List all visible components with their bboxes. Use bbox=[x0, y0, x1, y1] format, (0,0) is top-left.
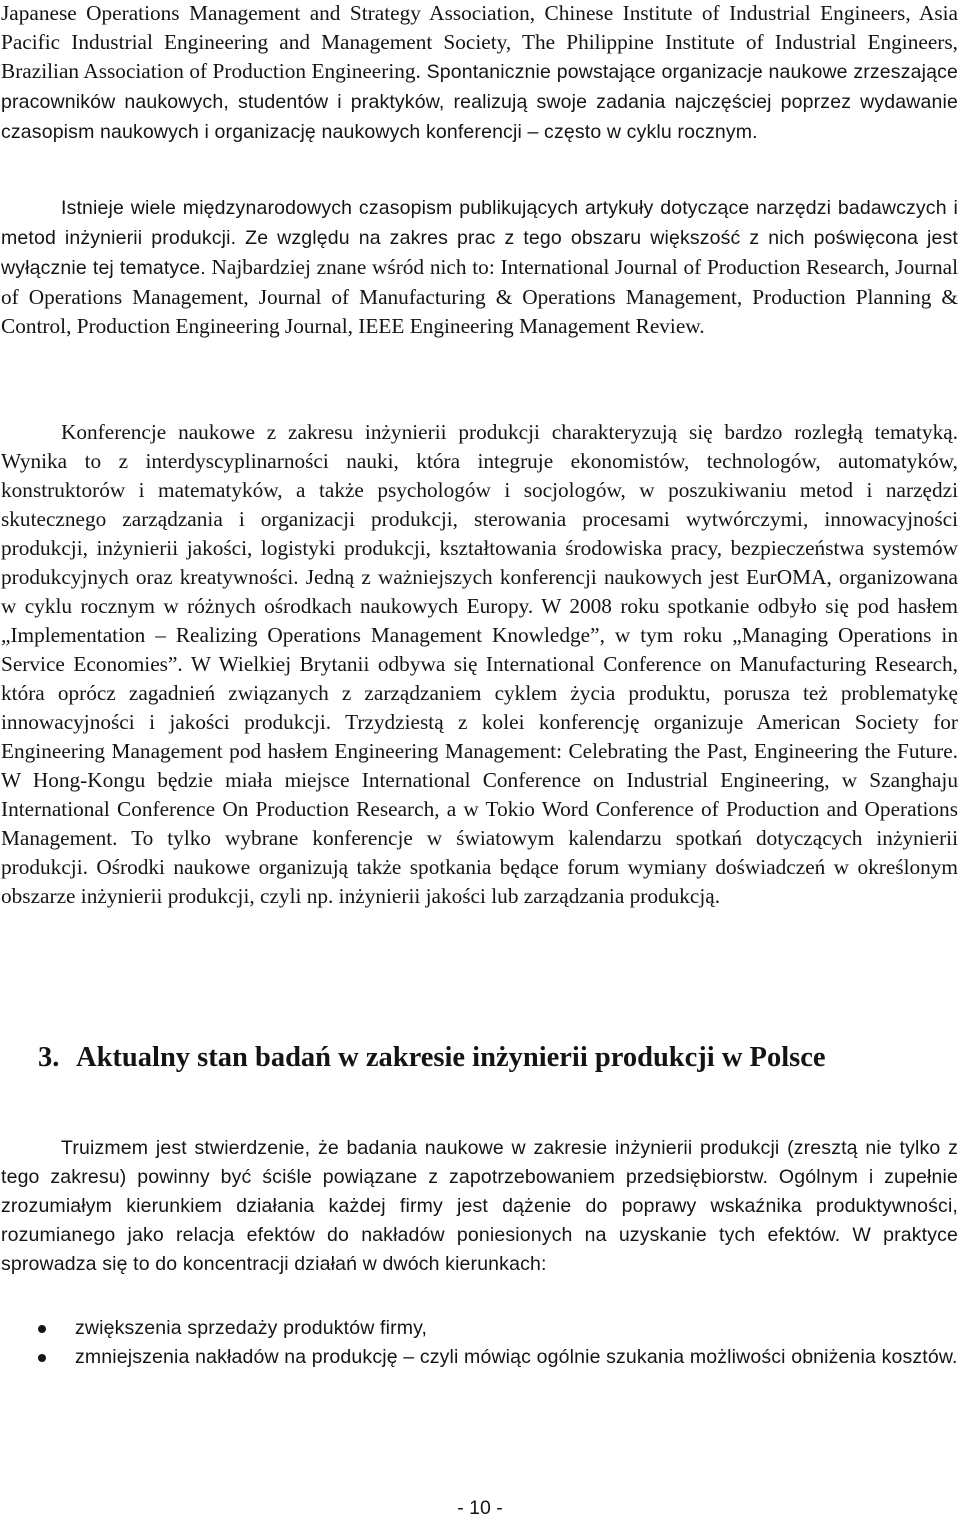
scientific-organizations-text: Spontanicznie powstające organizacje naukowe zrzeszające pracowników naukowych, studentów i praktyków, realizują swoje zadania najczęściej poprzez wydawanie czasopism naukowych i organizację naukowych konferencji – często w cyklu rocznym. bbox=[1, 61, 958, 143]
organizations-list-text: Japanese Operations Management and Strategy Association, Chinese Institute of Industrial Engineers, Asia Pacific Industrial Engineering and Management Society, The Philippine Institute of Industrial Engineers, Brazilian Association of Production Engineering. bbox=[1, 1, 958, 83]
section-title: Aktualny stan badań w zakresie inżynierii produkcji w Polsce bbox=[76, 1042, 826, 1073]
paragraph-conferences: Konferencje naukowe z zakresu inżynierii produkcji charakteryzują się bardzo rozległą tematyką. Wynika to z interdyscyplinarności nauki, która integruje ekonomistów, technologów, automatyków, konstruktorów i matematyków, a także psychologów i socjologów, w poszukiwaniu metod i narzędzi skutecznego zarządzania i organizacji produkcji, sterowania procesami wytwórczymi, innowacyjności produkcji, inżynierii jakości, logistyki produkcji, kształtowania środowiska pracy, bezpieczeństwa systemów produkcyjnych oraz kreatywności. Jedną z ważniejszych konferencji naukowych jest EurOMA, organizowana w cyklu rocznym w różnych ośrodkach naukowych Europy. W 2008 roku spotkanie odbyło się pod hasłem „Implementation – Realizing Operations Management Knowledge”, w tym roku „Managing Operations in Service Economies”. W Wielkiej Brytanii odbywa się International Conference on Manufacturing Research, która oprócz zagadnień związanych z zarządzaniem cyklem życia produktu, porusza też problematykę innowacyjności i jakości produkcji. Trzydziestą z kolei konferencję organizuje American Society for Engineering Management pod hasłem Engineering Management: Celebrating the Past, Engineering the Future. W Hong-Kongu będzie miała miejsce International Conference on Industrial Engineering, w Szanghaju International Conference On Production Research, a w Tokio Word Conference of Production and Operations Management. To tylko wybrane konferencje w światowym kalendarzu spotkań dotyczących inżynierii produkcji. Ośrodki naukowe organizują także spotkania będące forum wymiany doświadczeń w określonym obszarze inżynierii produkcji, czyli np. inżynierii jakości lub zarządzania produkcją. bbox=[1, 420, 958, 908]
bullet-icon bbox=[38, 1354, 46, 1362]
list-item bbox=[1, 1314, 958, 1343]
journals-intro-text: Istnieje wiele międzynarodowych czasopism publikujących artykuły dotyczące narzędzi badawczych i metod inżynierii produkcji. Ze względu na zakres prac z tego obszaru większość z nich poświęcona jest wyłącznie tej tematyce. bbox=[1, 197, 958, 279]
paragraph-journals bbox=[1, 193, 958, 341]
bullet-icon bbox=[38, 1325, 46, 1333]
list-item-text: zwiększenia sprzedaży produktów firmy, bbox=[75, 1317, 428, 1339]
paragraph-productivity: Truizmem jest stwierdzenie, że badania naukowe w zakresie inżynierii produkcji (zresztą nie tylko z tego zakresu) powinny być ściśle powiązane z zapotrzebowaniem przedsiębiorstw. Ogólnym i zupełnie zrozumiałym kierunkiem działania każdej firmy jest dążenie do poprawy wskaźnika produktywności, rozumianego jako relacja efektów do nakładów poniesionych na uzyskanie tych efektów. W praktyce sprowadza się to do koncentracji działań w dwóch kierunkach: bbox=[1, 1137, 958, 1275]
list-item-text: zmniejszenia nakładów na produkcję – czyli mówiąc ogólnie szukania możliwości obniżenia kosztów. bbox=[75, 1346, 958, 1368]
paragraph-organizations bbox=[1, 0, 958, 147]
journals-list-text: Najbardziej znane wśród nich to: International Journal of Production Research, Journal of Operations Management, Journal of Manufacturing & Operations Management, Production Planning & Control, Production Engineering Journal, IEEE Engineering Management Review. bbox=[1, 255, 958, 338]
section-heading bbox=[38, 1040, 826, 1076]
section-number: 3. bbox=[38, 1042, 60, 1073]
page-number: - 10 - bbox=[457, 1497, 503, 1519]
list-item bbox=[1, 1343, 958, 1372]
bullet-list bbox=[1, 1314, 958, 1372]
